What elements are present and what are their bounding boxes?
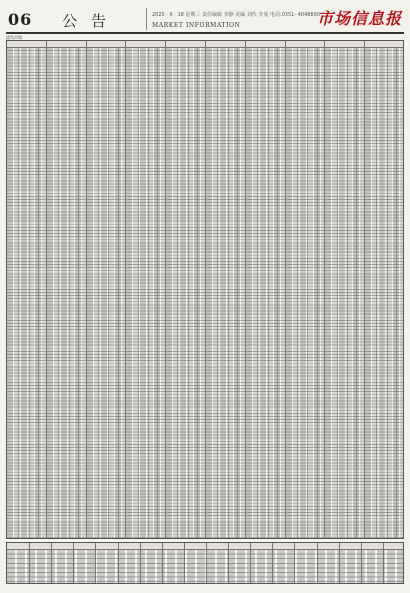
notice-table-column [126, 41, 166, 538]
notice-table-column-header [365, 41, 404, 48]
summary-table-divider [339, 543, 340, 583]
notice-table-column-header [7, 41, 46, 48]
notice-table-subdivider [58, 48, 59, 538]
notice-table-subdivider [217, 48, 218, 538]
notice-table-column [206, 41, 246, 538]
summary-table-divider [95, 543, 96, 583]
notice-table-subdivider [118, 48, 119, 538]
notice-table-column [286, 41, 326, 538]
notice-table-column [87, 41, 127, 538]
section-subtitle: MARKET INFORMATION [152, 22, 241, 29]
notice-table-subdivider [347, 48, 348, 538]
notice-table-subdivider [148, 48, 149, 538]
notice-table-subdivider [29, 48, 30, 538]
summary-table-divider [162, 543, 163, 583]
notice-table-rows [7, 48, 46, 538]
notice-table-column [325, 41, 365, 538]
notice-table-column-header [325, 41, 364, 48]
page-number: 06 [8, 10, 33, 29]
summary-table-divider [250, 543, 251, 583]
summary-table-divider [383, 543, 384, 583]
summary-table-divider [361, 543, 362, 583]
notice-table-subdivider [197, 48, 198, 538]
notice-table-column-header [246, 41, 285, 48]
notice-table-subdivider [98, 48, 99, 538]
summary-table-divider [51, 543, 52, 583]
issue-info: 2025 · 6 · 18 星期三 责任编辑 李静 美编 刘代 李曼 电话:0351- 4048890 [152, 12, 321, 18]
notice-table-subdivider [69, 48, 70, 538]
notice-table-rows [246, 48, 285, 538]
notice-table-rows [365, 48, 404, 538]
summary-table-divider [29, 543, 30, 583]
notice-table-column-header [286, 41, 325, 48]
masthead-rule [6, 32, 404, 34]
notice-table-column-header [206, 41, 245, 48]
notice-table-subdivider [337, 48, 338, 538]
notice-table-column [246, 41, 286, 538]
notice-table-column-header [166, 41, 205, 48]
notice-table [6, 40, 404, 539]
notice-table-subdivider [18, 48, 19, 538]
notice-table-label: 遗失声明 [6, 35, 22, 40]
notice-table-rows [87, 48, 126, 538]
notice-table-subdivider [387, 48, 388, 538]
notice-table-rows [286, 48, 325, 538]
notice-table-subdivider [188, 48, 189, 538]
notice-table-subdivider [297, 48, 298, 538]
summary-table-header [7, 543, 403, 550]
notice-table-subdivider [38, 48, 39, 538]
notice-table-subdivider [228, 48, 229, 538]
notice-table-column [7, 41, 47, 538]
notice-table-subdivider [108, 48, 109, 538]
notice-table-subdivider [268, 48, 269, 538]
summary-table-divider [206, 543, 207, 583]
notice-table-subdivider [138, 48, 139, 538]
notice-table-subdivider [277, 48, 278, 538]
notice-table-rows [166, 48, 205, 538]
notice-table-subdivider [396, 48, 397, 538]
masthead-divider [146, 8, 147, 30]
masthead [6, 4, 404, 32]
notice-table-column-header [47, 41, 86, 48]
summary-table-divider [140, 543, 141, 583]
notice-table-subdivider [376, 48, 377, 538]
notice-table-subdivider [257, 48, 258, 538]
summary-table-divider [118, 543, 119, 583]
notice-table-rows [47, 48, 86, 538]
notice-table-column [166, 41, 206, 538]
notice-table-subdivider [307, 48, 308, 538]
notice-table-subdivider [177, 48, 178, 538]
summary-table-divider [272, 543, 273, 583]
summary-table-rows [7, 550, 403, 583]
newspaper-logo: 市场信息报 [316, 9, 402, 28]
notice-table-column [47, 41, 87, 538]
summary-table-divider [228, 543, 229, 583]
summary-table [6, 542, 404, 584]
summary-table-divider [294, 543, 295, 583]
notice-table-subdivider [157, 48, 158, 538]
section-title: 公告 [62, 12, 121, 30]
notice-table-column-header [126, 41, 165, 48]
newspaper-page [6, 4, 404, 589]
notice-table-column-header [87, 41, 126, 48]
notice-table-rows [325, 48, 364, 538]
notice-table-rows [206, 48, 245, 538]
notice-table-subdivider [356, 48, 357, 538]
notice-table-subdivider [237, 48, 238, 538]
notice-table-subdivider [317, 48, 318, 538]
notice-table-rows [126, 48, 165, 538]
summary-table-divider [184, 543, 185, 583]
summary-table-divider [317, 543, 318, 583]
notice-table-subdivider [78, 48, 79, 538]
summary-table-divider [73, 543, 74, 583]
notice-table-column [365, 41, 404, 538]
